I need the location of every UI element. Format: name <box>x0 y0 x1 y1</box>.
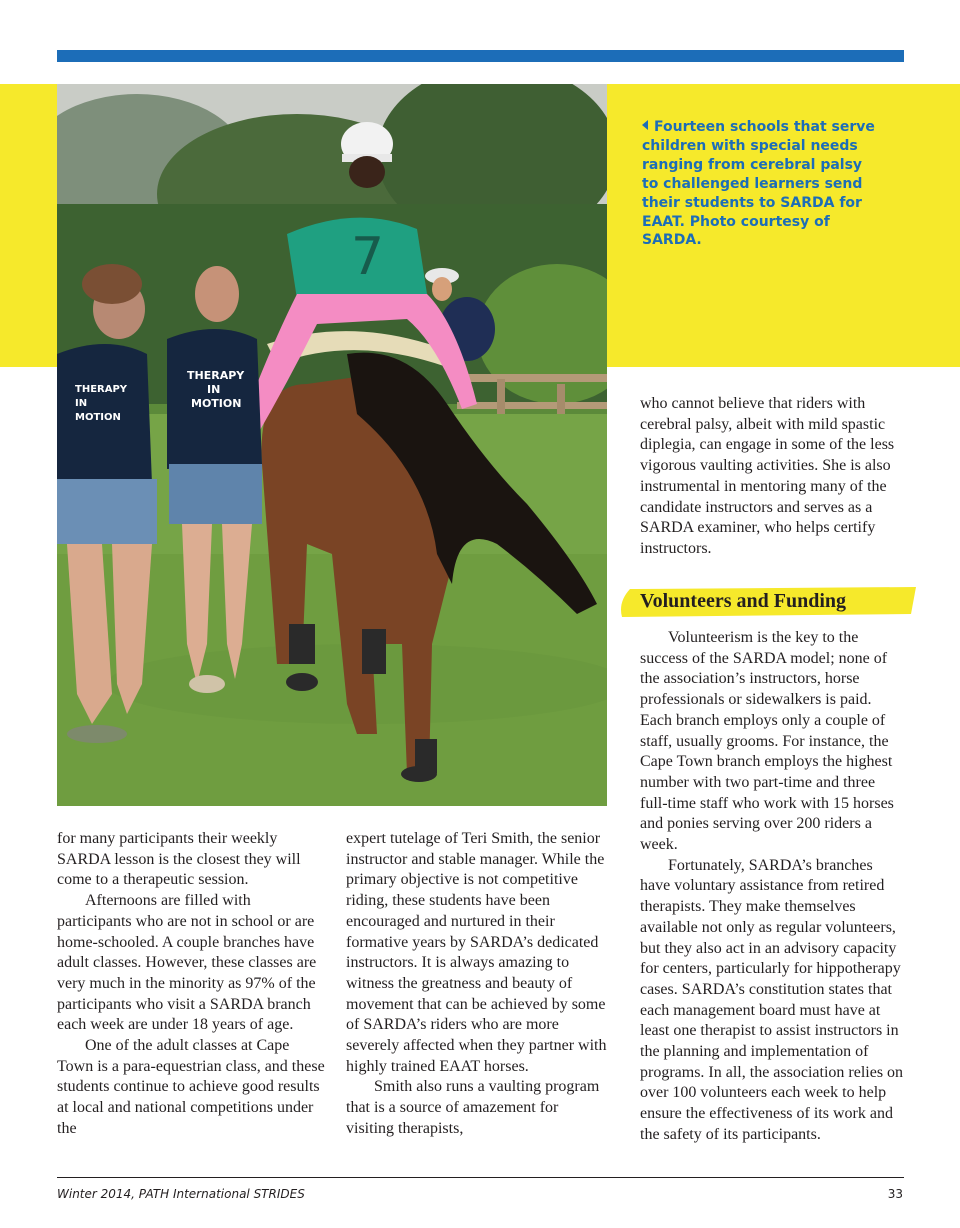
page-number: 33 <box>887 1187 903 1201</box>
article-column-3-bottom <box>640 628 906 1146</box>
footer-publication: Winter 2014, PATH International STRIDES <box>57 1187 305 1201</box>
article-column-1 <box>57 829 327 1140</box>
feature-photo <box>57 84 607 806</box>
rider-number: 7 <box>351 227 385 287</box>
paragraph: who cannot believe that riders with cerebral palsy, albeit with mild spastic diplegia, can engage in some of the less vigorous vaulting activities. She is also instrumental in mentoring many of the candidate instructors and serves as a SARDA examiner, who helps certify instructors. <box>640 395 895 557</box>
paragraph: expert tutelage of Teri Smith, the senior instructor and stable manager. While the primary objective is not competitive riding, these students have been encouraged and nurtured in their formative years by SARDA’s dedicated instructors. It is always amazing to witness the greatness and beauty of movement that can be achieved by some of SARDA’s riders who are more severely affected when they partner with highly trained EAAT horses. <box>346 830 607 1075</box>
paragraph: Fortunately, SARDA’s branches have voluntary assistance from retired therapists. They make themselves available not only as regular volunteers, but they also act in an advisory capacity for centers, particularly for hippotherapy cases. SARDA’s constitution states that each management board must have at least one therapist to assist instructors in the planning and implementation of programs. In all, the association relies on over 100 volunteers each week to help ensure the effectiveness of its work and the safety of its participants. <box>640 856 904 1143</box>
caption-text: Fourteen schools that serve children with special needs ranging from cerebral palsy to challenged learners send their students to SARDA for EAAT. Photo courtesy of SARDA. <box>642 119 875 249</box>
paragraph: Volunteerism is the key to the success of the SARDA model; none of the association’s instructors, horse professionals or sidewalkers is paid. Each branch employs only a couple of staff, usually grooms. For instance, the Cape Town branch employs the highest number with two part-time and three full-time staff who work with 15 horses and ponies serving over 200 riders a week. <box>640 629 894 854</box>
top-blue-rule <box>57 50 904 62</box>
section-heading: Volunteers and Funding <box>640 590 846 612</box>
section-heading-highlight <box>620 586 920 618</box>
svg-text:MOTION: MOTION <box>75 412 121 423</box>
svg-text:MOTION: MOTION <box>191 397 242 410</box>
paragraph: for many participants their weekly SARDA lesson is the closest they will come to a therapeutic session. <box>57 830 301 889</box>
photo-caption <box>642 118 882 250</box>
shirt-text-right: THERAPY <box>187 369 245 382</box>
footer-rule <box>57 1177 904 1178</box>
shirt-text-left: THERAPY <box>75 384 128 395</box>
article-column-3-top <box>640 394 906 560</box>
paragraph: Afternoons are filled with participants who are not in school or are home-schooled. A couple branches have adult classes. However, these classes are very much in the minority as 97% of the participants who visit a SARDA branch each week are under 18 years of age. <box>57 892 317 1034</box>
caret-left-icon <box>642 120 648 130</box>
svg-text:IN: IN <box>207 383 221 396</box>
article-column-2 <box>346 829 608 1140</box>
paragraph: One of the adult classes at Cape Town is a para-equestrian class, and these students continue to achieve good results at local and national competitions under the <box>57 1037 325 1137</box>
paragraph: Smith also runs a vaulting program that is a source of amazement for visiting therapists, <box>346 1078 600 1137</box>
svg-text:IN: IN <box>75 398 88 409</box>
